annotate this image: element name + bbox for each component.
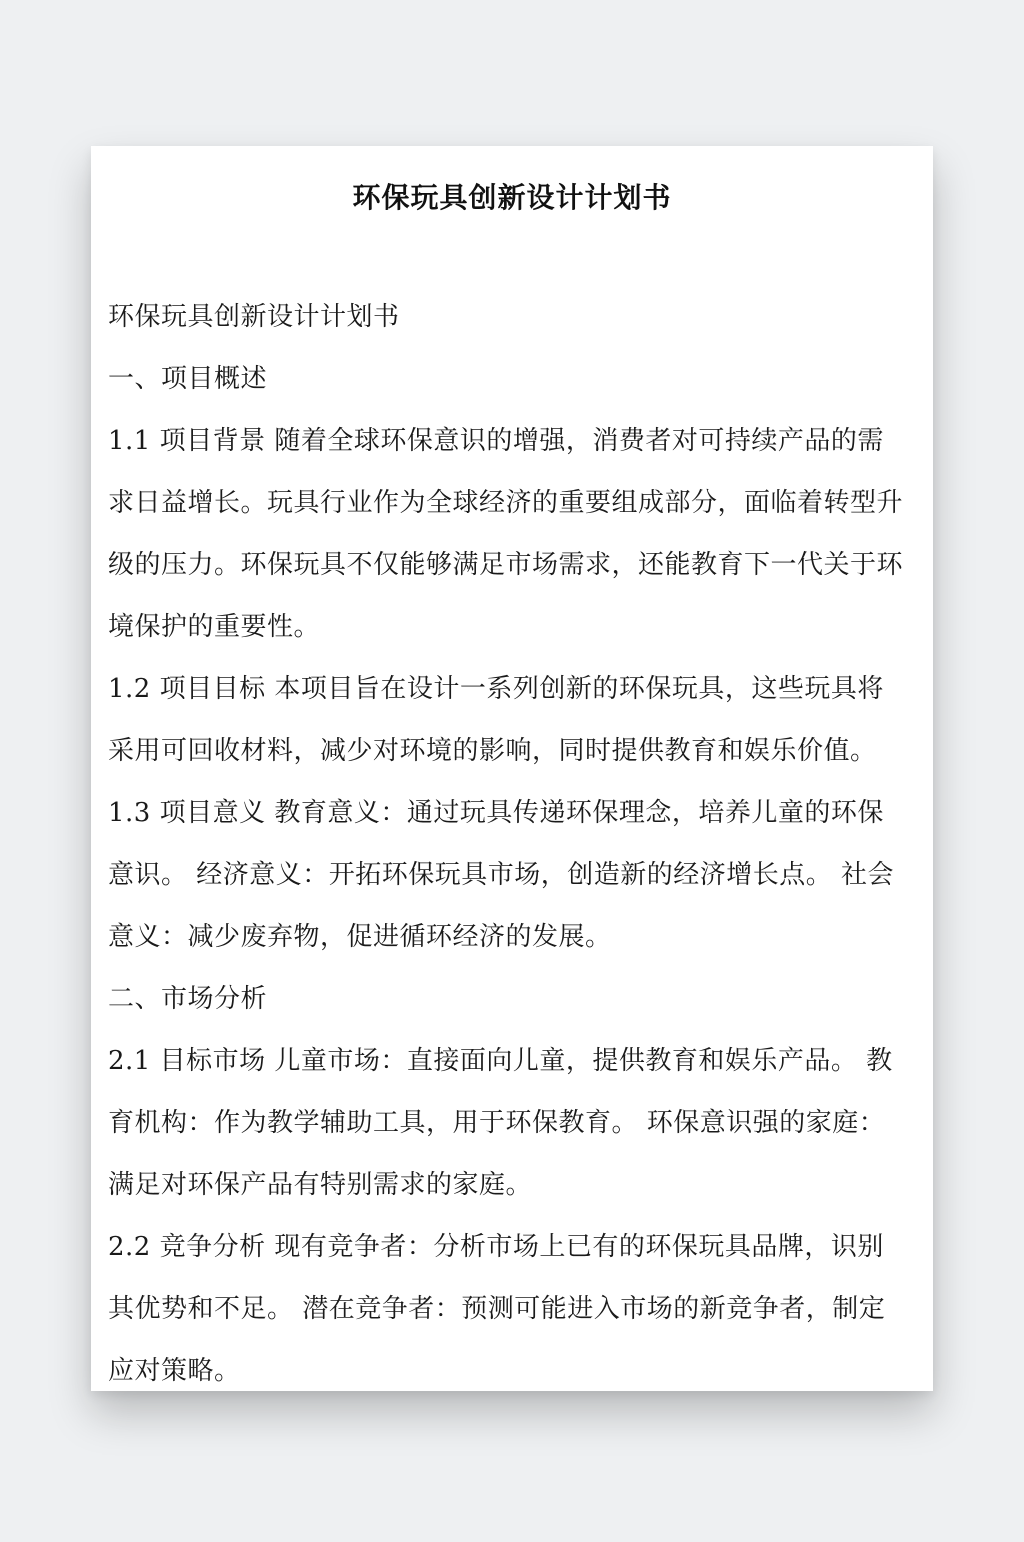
body-line: 意义：减少废弃物，促进循环经济的发展。	[108, 922, 612, 952]
body-line: 满足对环保产品有特别需求的家庭。	[108, 1170, 533, 1200]
body-line: 2.2 竞争分析 现有竞争者：分析市场上已有的环保玩具品牌，识别	[108, 1232, 884, 1262]
body-line: 意识。 经济意义：开拓环保玩具市场，创造新的经济增长点。 社会	[108, 860, 895, 890]
body-line: 1.3 项目意义 教育意义：通过玩具传递环保理念，培养儿童的环保	[108, 798, 884, 828]
section-heading: 二、市场分析	[108, 984, 268, 1014]
body-line: 应对策略。	[108, 1356, 241, 1386]
document-title: 环保玩具创新设计计划书	[352, 181, 672, 214]
document-body	[108, 286, 919, 1391]
body-line: 1.2 项目目标 本项目旨在设计一系列创新的环保玩具，这些玩具将	[108, 674, 884, 704]
body-line: 育机构：作为教学辅助工具，用于环保教育。 环保意识强的家庭：	[108, 1108, 886, 1138]
body-line: 环保玩具创新设计计划书	[108, 302, 400, 332]
body-line: 2.1 目标市场 儿童市场：直接面向儿童，提供教育和娱乐产品。 教	[108, 1046, 893, 1076]
body-line: 求日益增长。玩具行业作为全球经济的重要组成部分，面临着转型升	[108, 488, 904, 518]
body-line: 其优势和不足。 潜在竞争者：预测可能进入市场的新竞争者，制定	[108, 1294, 886, 1324]
body-line: 境保护的重要性。	[108, 612, 321, 642]
body-line: 1.1 项目背景 随着全球环保意识的增强，消费者对可持续产品的需	[108, 426, 884, 456]
document-page	[91, 146, 933, 1391]
body-line: 采用可回收材料，减少对环境的影响，同时提供教育和娱乐价值。	[108, 736, 877, 766]
section-heading: 一、项目概述	[108, 364, 268, 394]
body-line: 级的压力。环保玩具不仅能够满足市场需求，还能教育下一代关于环	[108, 550, 904, 580]
